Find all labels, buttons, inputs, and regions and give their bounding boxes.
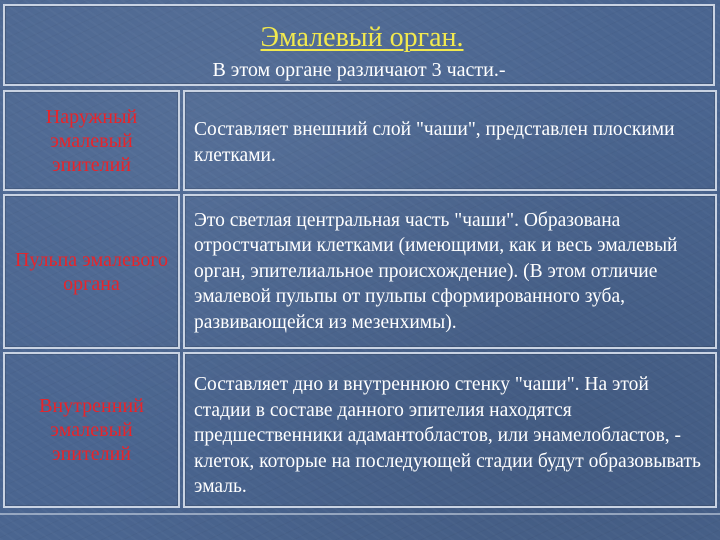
row-description-inner-epithelium (183, 352, 717, 508)
row-description-text: Составляет внешний слой "чаши", представлен плоскими клетками. (194, 119, 675, 166)
bottom-divider (0, 513, 720, 515)
row-description-outer-epithelium (183, 90, 717, 191)
slide-title: Эмалевый орган. (260, 22, 464, 53)
row-label-outer-epithelium (3, 90, 180, 191)
row-label-text: Наружный эмалевый эпителий (45, 105, 138, 176)
content-table (3, 90, 717, 510)
row-label-inner-epithelium (3, 352, 180, 508)
row-label-text: Пульпа эмалевого органа (14, 248, 169, 295)
row-label-text: Внутренний эмалевый эпителий (39, 395, 144, 465)
title-box (3, 4, 715, 86)
row-description-enamel-pulp (183, 194, 717, 349)
row-description-text: Это светлая центральная часть "чаши". Образована отростчатыми клетками (имеющими, как и весь эмалевый орган, эпителиальное происхождение). (В этом отличие эмалевой пульпы от пульпы сформированного зуба, развивающейся из мезенхимы). (194, 209, 678, 333)
row-label-enamel-pulp (3, 194, 180, 349)
slide-subtitle: В этом органе различают 3 части.- (212, 59, 506, 81)
row-description-text: Составляет дно и внутреннюю стенку "чаши". На этой стадии в составе данного эпителия находятся предшественники адамантобластов, или энамелобластов, - клеток, которые на последующей стадии будут образовывать эмаль. (194, 374, 701, 497)
